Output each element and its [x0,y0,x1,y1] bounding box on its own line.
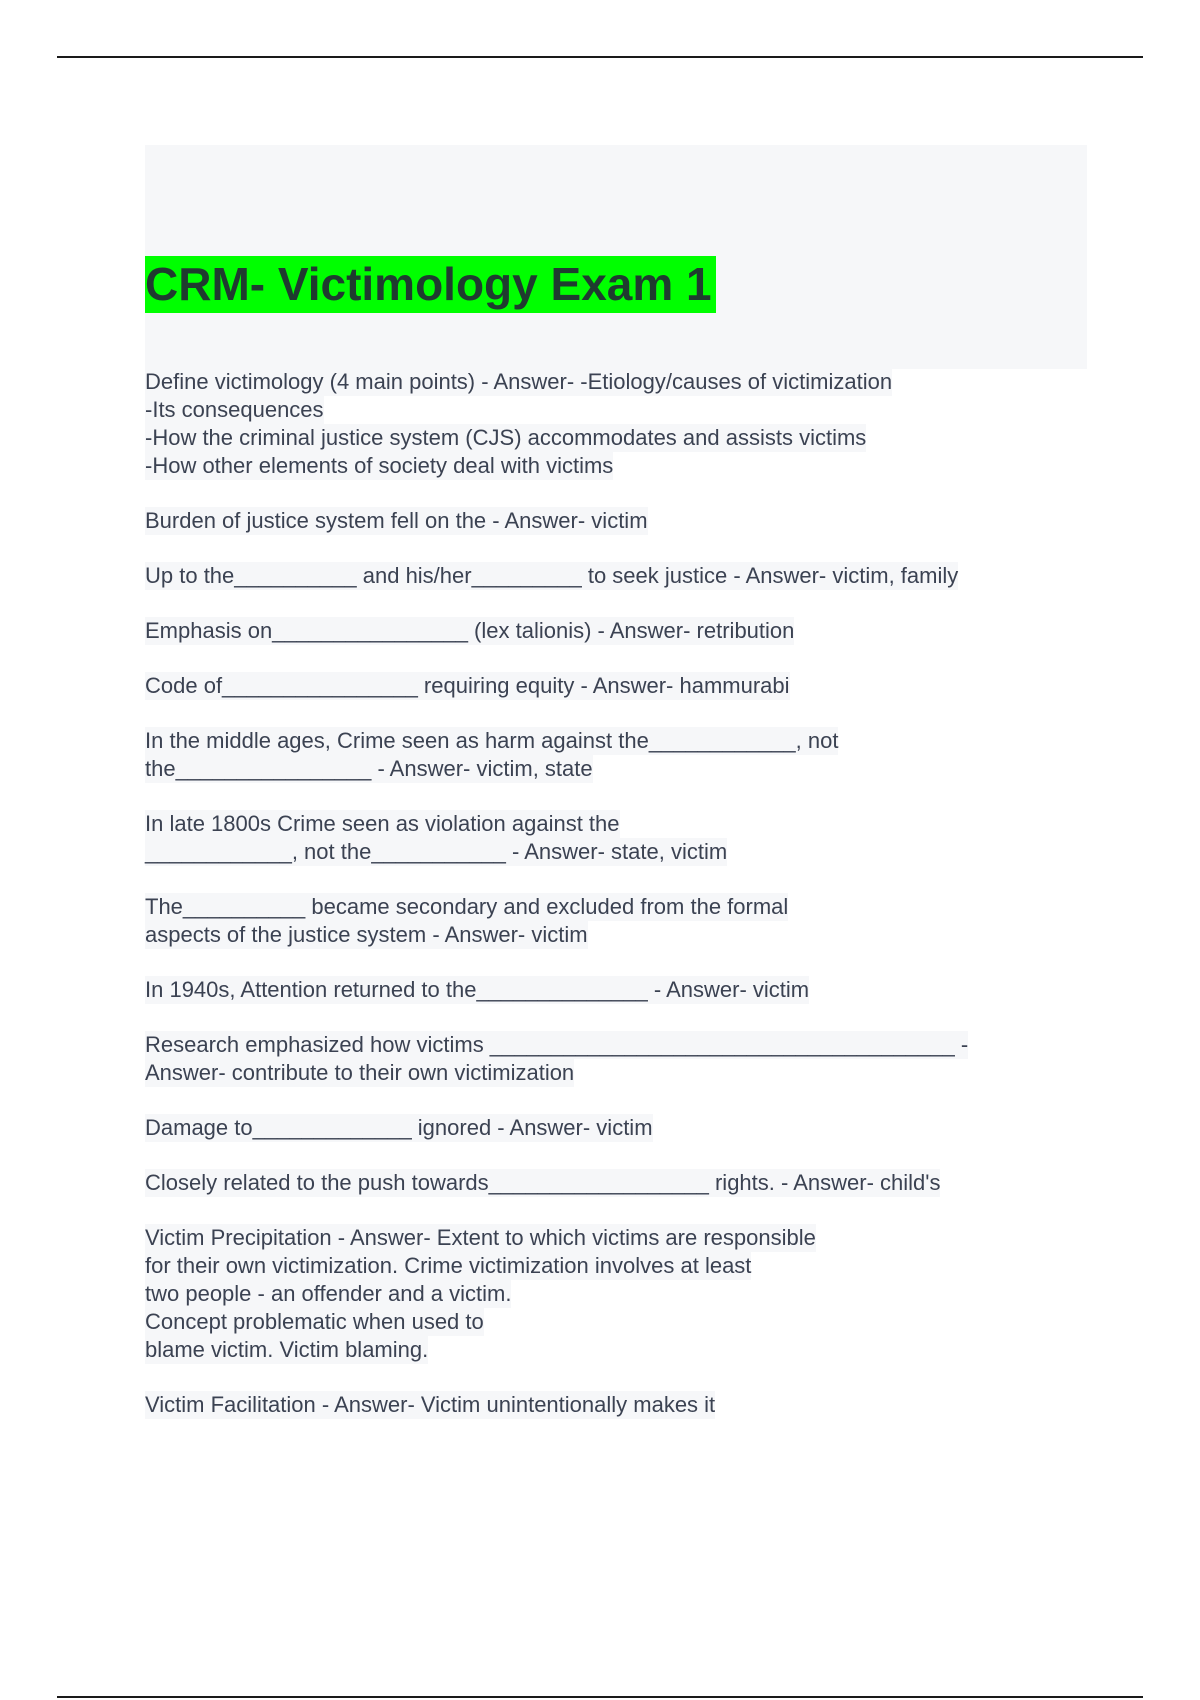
qa-entry [145,1169,1075,1197]
entry-line: aspects of the justice system - Answer- victim [145,922,588,947]
qa-entry [145,976,1075,1004]
entry-line: -How the criminal justice system (CJS) accommodates and assists victims [145,425,867,450]
entry-line: In late 1800s Crime seen as violation against the [145,811,620,836]
entry-line: In 1940s, Attention returned to the______________ - Answer- victim [145,977,810,1002]
entry-line: Code of________________ requiring equity - Answer- hammurabi [145,673,790,698]
qa-entry [145,368,1075,480]
entry-line: blame victim. Victim blaming. [145,1337,429,1362]
entry-line: Victim Facilitation - Answer- Victim unintentionally makes it [145,1392,716,1417]
qa-entry [145,617,1075,645]
entry-line: Concept problematic when used to [145,1309,484,1334]
entry-line: Closely related to the push towards__________________ rights. - Answer- child's [145,1170,941,1195]
document-body [145,368,1075,1446]
entry-line: Burden of justice system fell on the - Answer- victim [145,508,648,533]
entry-line: Define victimology (4 main points) - Answer- -Etiology/causes of victimization [145,369,893,394]
qa-entry [145,1031,1075,1087]
entry-line: Damage to_____________ ignored - Answer- victim [145,1115,653,1140]
entry-line: Answer- contribute to their own victimization [145,1060,575,1085]
document-title: CRM- Victimology Exam 1 [145,256,716,313]
qa-entry [145,1391,1075,1419]
qa-entry [145,562,1075,590]
entry-line: Emphasis on________________ (lex talionis) - Answer- retribution [145,618,795,643]
qa-entry [145,1224,1075,1364]
entry-line: two people - an offender and a victim. [145,1281,512,1306]
entry-line: The__________ became secondary and excluded from the formal [145,894,789,919]
qa-entry [145,1114,1075,1142]
qa-entry [145,507,1075,535]
entry-line: In the middle ages, Crime seen as harm against the____________, not [145,728,839,753]
top-rule [57,56,1143,58]
bottom-rule [57,1696,1143,1698]
entry-line: -How other elements of society deal with victims [145,453,614,478]
entry-line: Research emphasized how victims ______________________________________ - [145,1032,969,1057]
entry-line: -Its consequences [145,397,324,422]
entry-line: the________________ - Answer- victim, state [145,756,593,781]
qa-entry [145,727,1075,783]
entry-line: Victim Precipitation - Answer- Extent to which victims are responsible [145,1225,816,1250]
entry-line: ____________, not the___________ - Answer- state, victim [145,839,728,864]
entry-line: for their own victimization. Crime victimization involves at least [145,1253,752,1278]
qa-entry [145,893,1075,949]
qa-entry [145,810,1075,866]
qa-entry [145,672,1075,700]
entry-line: Up to the__________ and his/her_________ to seek justice - Answer- victim, family [145,563,959,588]
